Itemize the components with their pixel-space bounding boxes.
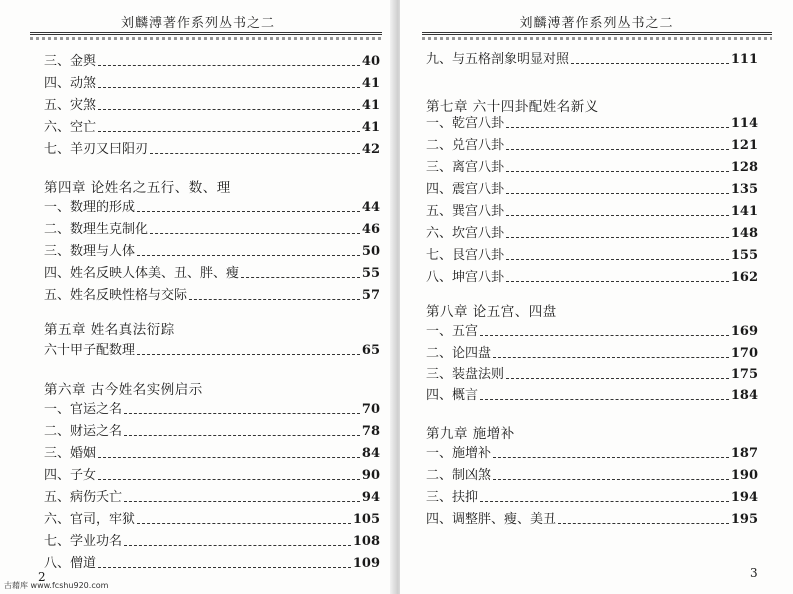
toc-leader [241,277,360,278]
toc-entry-page: 105 [352,512,380,527]
toc-entry-title: 二、兑宫八卦 [426,138,505,153]
toc-entry-title: 七、羊刃又曰阳刃 [44,142,149,157]
toc-entry [44,484,380,506]
toc-entry-title: 一、官运之名 [44,402,123,417]
toc-entry-page: 128 [730,160,758,175]
chapter-title: 第四章 论姓名之五行、数、理 [44,180,231,196]
toc-entry-page: 111 [730,52,758,67]
toc-entry [426,506,758,528]
toc-entry-page: 42 [361,142,380,157]
toc-entry-title: 四、动煞 [44,76,97,91]
left-page-header: 刘麟溥著作系列丛书之二 [120,16,275,31]
toc-leader [493,479,729,480]
toc-leader [480,399,729,400]
toc-entry [44,462,380,484]
toc-entry-title: 二、数理生克制化 [44,222,149,237]
toc-leader [98,567,351,568]
toc-leader [124,501,360,502]
toc-entry-page: 90 [361,468,380,483]
toc-entry-title: 三、离宫八卦 [426,160,505,175]
toc-entry-page: 94 [361,490,380,505]
toc-entry [426,154,758,176]
toc-entry-page: 148 [730,226,758,241]
toc-entry-page: 44 [361,200,380,215]
toc-leader [98,87,360,88]
toc-leader [137,523,351,524]
toc-entry-page: 65 [361,343,380,358]
toc-entry-title: 五、巽宫八卦 [426,204,505,219]
toc-entry-page: 195 [730,512,758,527]
toc-entry-page: 41 [361,76,380,91]
toc-leader [480,501,729,502]
toc-entry-page: 108 [352,534,380,549]
toc-entry-title: 六十甲子配数理 [44,343,136,358]
toc-entry-title: 八、僧道 [44,556,97,571]
toc-leader [150,153,360,154]
toc-entry-page: 184 [730,388,758,403]
toc-entry [426,264,758,286]
toc-entry [44,114,380,136]
toc-entry [44,418,380,440]
toc-entry [426,46,758,68]
toc-entry [44,528,380,550]
toc-entry-page: 141 [730,204,758,219]
left-page [0,0,396,594]
toc-leader [124,435,360,436]
chapter-title: 第六章 古今姓名实例启示 [44,382,203,398]
toc-entry-title: 二、财运之名 [44,424,123,439]
toc-entry [426,318,758,340]
page-number: 2 [38,570,46,584]
toc-entry [426,484,758,506]
toc-leader [189,299,360,300]
toc-entry-page: 57 [361,288,380,303]
toc-entry [44,136,380,158]
right-page-header: 刘麟溥著作系列丛书之二 [519,16,674,31]
toc-entry-page: 175 [730,367,758,382]
toc-entry-title: 三、婚姻 [44,446,97,461]
toc-entry [426,462,758,484]
toc-leader [98,109,360,110]
left-header-rule [30,32,382,35]
toc-leader [137,255,360,256]
chapter-title: 第八章 论五宫、四盘 [426,304,557,320]
toc-entry [44,550,380,572]
toc-leader [98,131,360,132]
page-number: 3 [750,566,758,580]
toc-entry [44,238,380,260]
toc-entry [426,382,758,404]
toc-entry [426,132,758,154]
right-header-rule [422,32,772,35]
toc-leader [124,545,351,546]
toc-leader [506,259,729,260]
toc-entry-page: 135 [730,182,758,197]
chapter-title: 第九章 施增补 [426,426,515,442]
toc-entry-title: 一、施增补 [426,446,492,461]
chapter-title: 第七章 六十四卦配姓名新义 [426,99,599,115]
toc-entry [44,506,380,528]
toc-entry-page: 46 [361,222,380,237]
toc-entry-page: 41 [361,98,380,113]
toc-entry [44,282,380,304]
toc-entry-title: 三、金舆 [44,54,97,69]
toc-entry-title: 四、概言 [426,388,479,403]
toc-entry-title: 三、装盘法则 [426,367,505,382]
toc-entry [426,361,758,383]
toc-entry-page: 194 [730,490,758,505]
toc-entry-title: 二、制凶煞 [426,468,492,483]
toc-entry [426,440,758,462]
toc-leader [506,171,729,172]
toc-entry-page: 155 [730,248,758,263]
toc-entry-page: 78 [361,424,380,439]
toc-entry-title: 一、数理的形成 [44,200,136,215]
toc-entry-title: 五、灾煞 [44,98,97,113]
toc-entry-page: 109 [352,556,380,571]
toc-entry-title: 四、震宫八卦 [426,182,505,197]
toc-entry-title: 九、与五格剖象明显对照 [426,52,570,67]
toc-leader [480,335,729,336]
toc-leader [137,211,360,212]
toc-entry-title: 六、空亡 [44,120,97,135]
toc-entry-page: 169 [730,324,758,339]
toc-entry [44,440,380,462]
toc-entry [44,92,380,114]
toc-entry [44,48,380,70]
toc-entry-title: 三、数理与人体 [44,244,136,259]
toc-entry-title: 六、官司，牢狱 [44,512,136,527]
toc-entry [44,337,380,359]
toc-entry-title: 四、姓名反映人体美、丑、胖、瘦 [44,266,240,281]
toc-leader [506,215,729,216]
toc-entry-page: 50 [361,244,380,259]
toc-entry-page: 170 [730,346,758,361]
toc-leader [493,457,729,458]
toc-entry-title: 五、病伤夭亡 [44,490,123,505]
watermark: 古藉库 www.fcshu920.com [4,581,109,590]
toc-entry [426,242,758,264]
toc-entry [426,176,758,198]
toc-leader [506,127,729,128]
toc-entry-page: 84 [361,446,380,461]
toc-entry [44,260,380,282]
toc-entry [426,198,758,220]
toc-entry [426,340,758,362]
toc-leader [506,378,729,379]
toc-leader [98,479,360,480]
toc-leader [506,149,729,150]
toc-entry [426,110,758,132]
toc-leader [558,523,729,524]
toc-entry-title: 二、论四盘 [426,346,492,361]
toc-entry-page: 187 [730,446,758,461]
toc-leader [98,65,360,66]
toc-entry-page: 121 [730,138,758,153]
right-page [400,0,793,594]
toc-leader [124,413,360,414]
toc-entry-page: 162 [730,270,758,285]
toc-entry [426,220,758,242]
toc-entry-page: 40 [361,54,380,69]
toc-entry-page: 55 [361,266,380,281]
toc-entry-title: 三、扶抑 [426,490,479,505]
toc-entry-title: 一、五宫 [426,324,479,339]
toc-leader [506,281,729,282]
toc-entry [44,194,380,216]
toc-leader [571,63,729,64]
toc-leader [506,193,729,194]
toc-leader [137,354,360,355]
toc-entry-title: 五、姓名反映性格与交际 [44,288,188,303]
toc-leader [150,233,360,234]
toc-leader [506,237,729,238]
toc-entry [44,70,380,92]
toc-entry-title: 七、艮宫八卦 [426,248,505,263]
toc-entry-page: 114 [730,116,758,131]
toc-leader [98,457,360,458]
toc-entry-title: 四、子女 [44,468,97,483]
toc-entry-title: 一、乾宫八卦 [426,116,505,131]
toc-entry [44,396,380,418]
toc-leader [493,357,729,358]
toc-entry-title: 七、学业功名 [44,534,123,549]
chapter-title: 第五章 姓名真法衍踪 [44,322,175,338]
toc-entry-title: 六、坎宫八卦 [426,226,505,241]
toc-entry-title: 四、调整胖、瘦、美丑 [426,512,557,527]
toc-entry-page: 41 [361,120,380,135]
toc-entry-page: 190 [730,468,758,483]
toc-entry-page: 70 [361,402,380,417]
toc-entry-title: 八、坤宫八卦 [426,270,505,285]
toc-entry [44,216,380,238]
